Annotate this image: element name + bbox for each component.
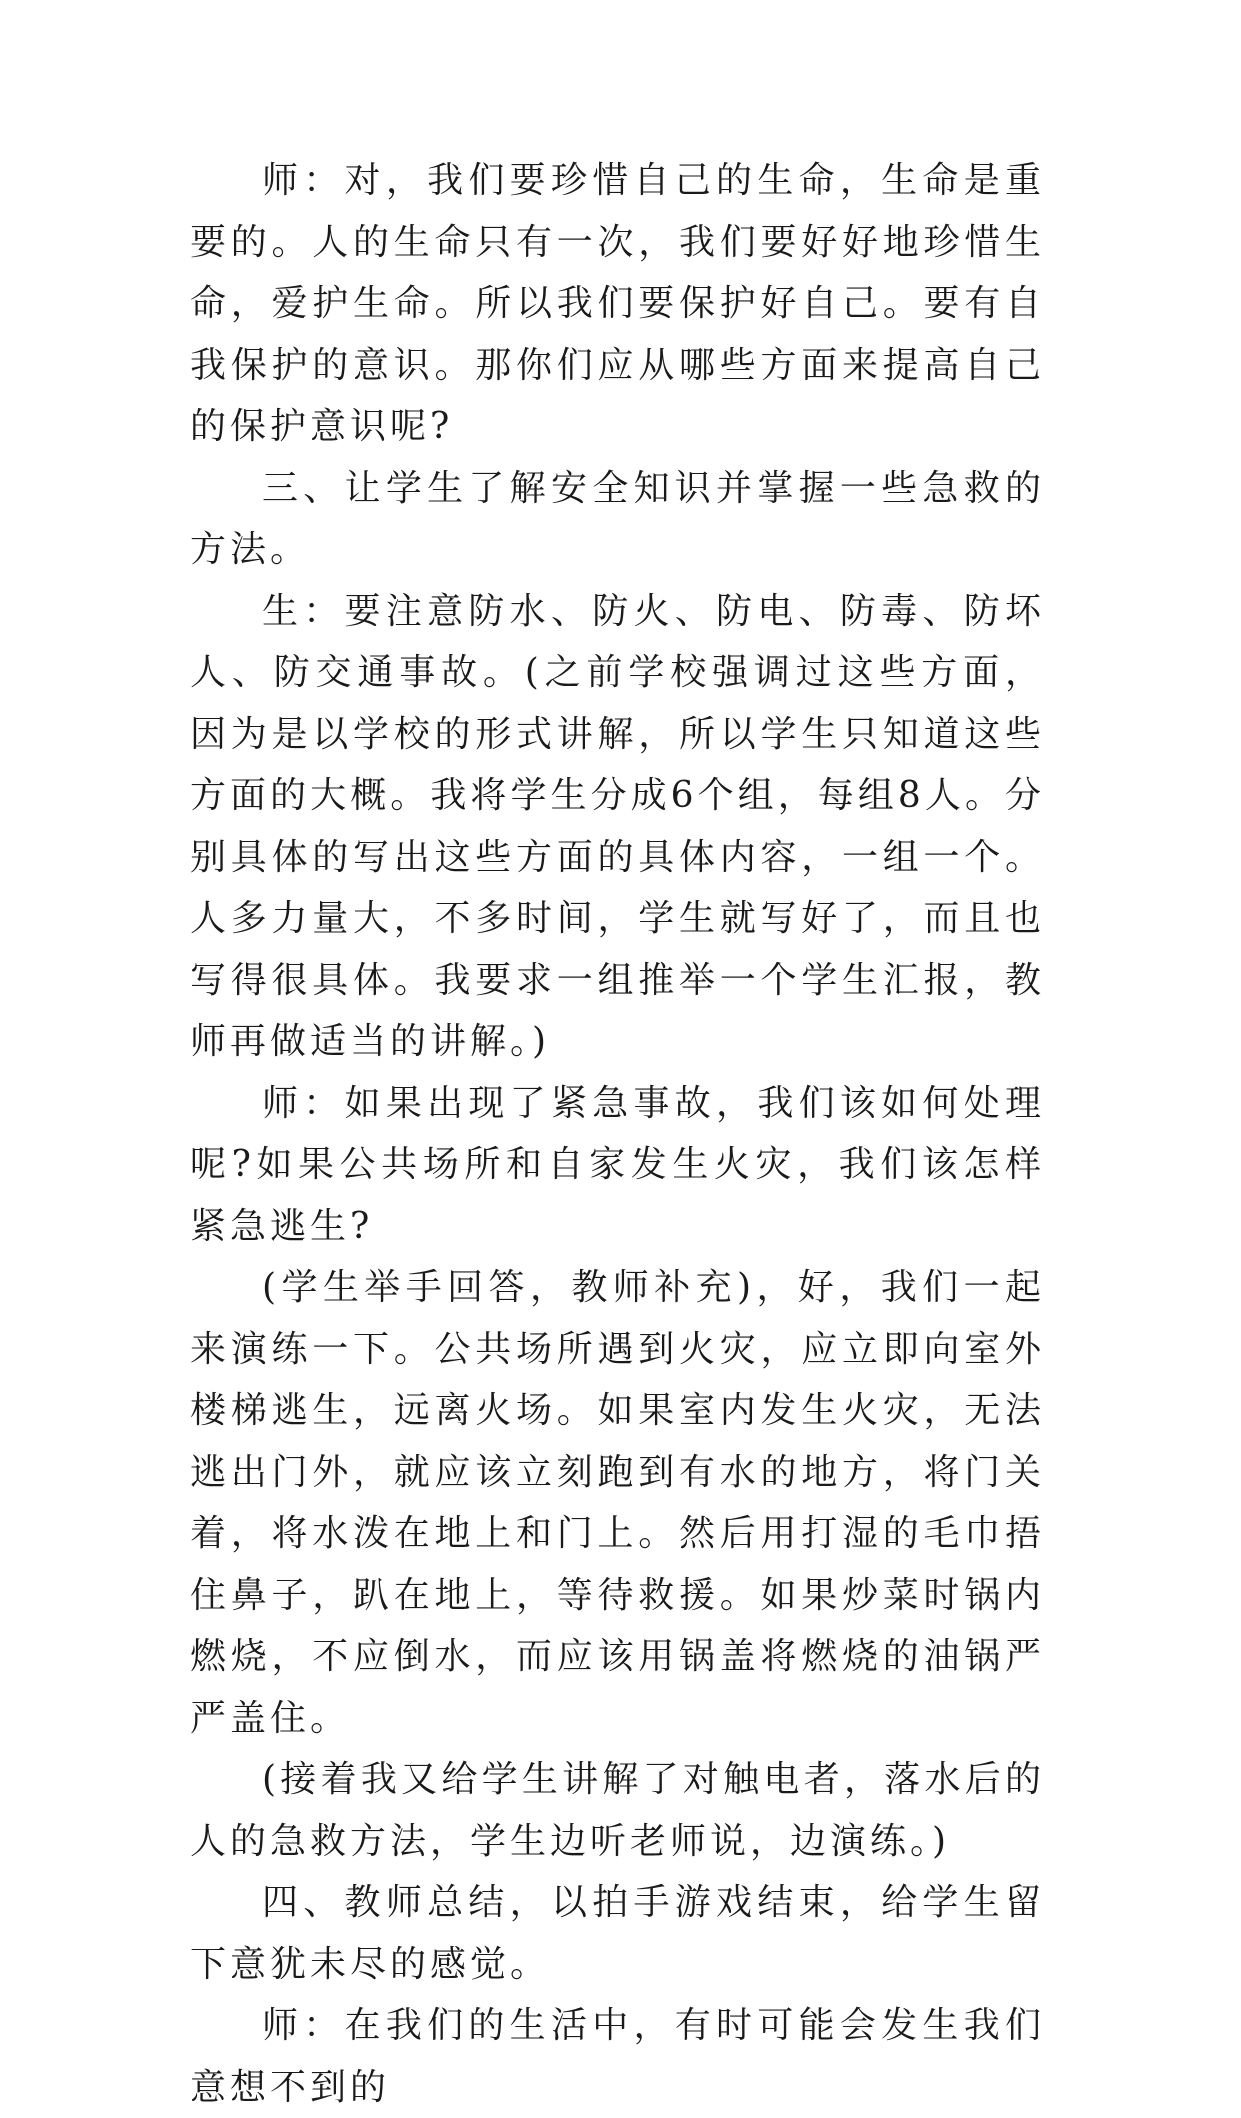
paragraph-teacher-emergency-question: 师：如果出现了紧急事故，我们该如何处理呢?如果公共场所和自家发生火灾，我们该怎样紧急逃生? — [190, 1082, 1045, 1247]
heading-section-three: 三、让学生了解安全知识并掌握一些急救的方法。 — [190, 467, 1045, 570]
paragraph-teacher-cherish-life: 师：对，我们要珍惜自己的生命，生命是重要的。人的生命只有一次，我们要好好地珍惜生命，爱护生命。所以我们要保护好自己。要有自我保护的意识。那你们应从哪些方面来提高自己的保护意识呢? — [190, 160, 1045, 447]
paragraph-fire-drill: (学生举手回答，教师补充)，好，我们一起来演练一下。公共场所遇到火灾，应立即向室外楼梯逃生，远离火场。如果室内发生火灾，无法逃出门外，就应该立刻跑到有水的地方，将门关着，将水泼在地上和门上。然后用打湿的毛巾捂住鼻子，趴在地上，等待救援。如果炒菜时锅内燃烧，不应倒水，而应该用锅盖将燃烧的油锅严严盖住。 — [190, 1267, 1045, 1739]
paragraph-teacher-summary: 师：在我们的生活中，有时可能会发生我们意想不到的 — [190, 2005, 1045, 2108]
heading-section-four: 四、教师总结，以拍手游戏结束，给学生留下意犹未尽的感觉。 — [190, 1882, 1045, 1985]
paragraph-student-safety-topics: 生：要注意防水、防火、防电、防毒、防坏人、防交通事故。(之前学校强调过这些方面，因为是以学校的形式讲解，所以学生只知道这些方面的大概。我将学生分成6个组，每组8人。分别具体的写出这些方面的具体内容，一组一个。人多力量大，不多时间，学生就写好了，而且也写得很具体。我要求一组推举一个学生汇报，教师再做适当的讲解。) — [190, 590, 1045, 1062]
paragraph-first-aid-note: (接着我又给学生讲解了对触电者，落水后的人的急救方法，学生边听老师说，边演练。) — [190, 1759, 1045, 1862]
document-body — [190, 150, 1045, 2118]
